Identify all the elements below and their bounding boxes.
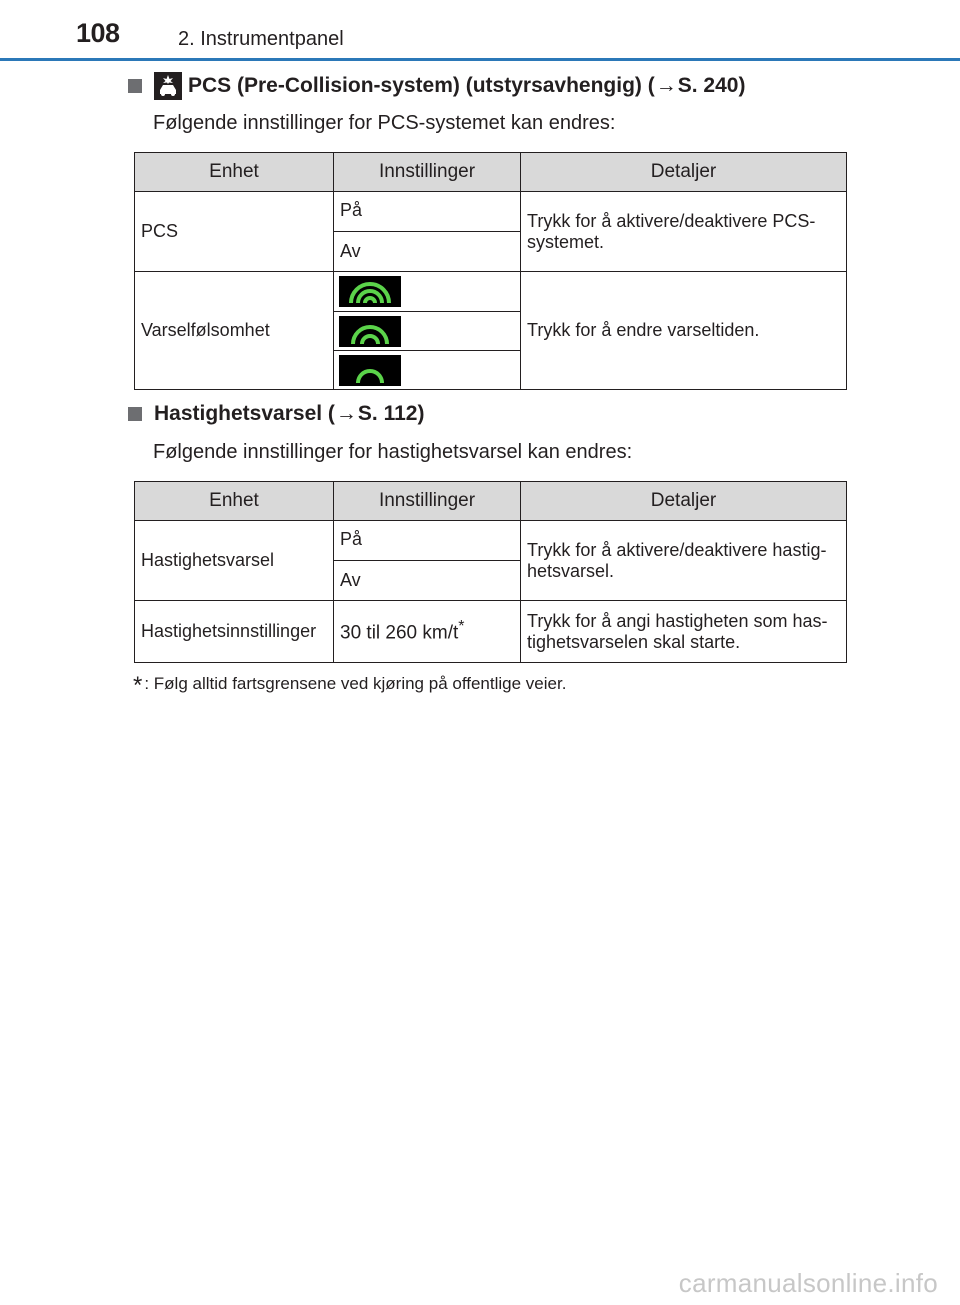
unit-cell-sensitivity: Varselfølsomhet [135,272,334,390]
table-row [135,272,847,312]
bullet-square-icon [128,79,142,93]
pcs-intro: Følgende innstillinger for PCS-systemet kan endres: [153,112,616,134]
speed-alarm-intro: Følgende innstillinger for hastighetsvarsel kan endres: [153,441,633,463]
setting-on: På [334,521,521,561]
footnote-marker: * [458,618,465,636]
reference-arrow: → [655,74,677,97]
pcs-settings-table [134,152,847,390]
page-number: 108 [76,18,120,48]
sensitivity-medium-icon [339,316,401,347]
column-header-details: Detaljer [521,153,847,192]
column-header-unit: Enhet [135,482,334,521]
speed-alarm-heading-text: Hastighetsvarsel ( [154,402,335,425]
unit-cell-speed-alarm: Hastighetsvarsel [135,521,334,601]
detail-cell-pcs: Trykk for å aktivere/deaktivere PCS-systemet. [521,192,847,272]
pcs-warning-icon [154,72,182,100]
setting-off: Av [334,232,521,272]
bullet-square-icon [128,407,142,421]
table-row [135,601,847,663]
column-header-settings: Innstillinger [334,482,521,521]
table-row [135,192,847,232]
pcs-heading [128,72,745,100]
unit-cell-speed-settings: Hastighetsinnstillinger [135,601,334,663]
speed-range-value: 30 til 260 km/t [340,622,459,644]
page-header [0,0,960,62]
column-header-unit: Enhet [135,153,334,192]
table-row [135,521,847,561]
header-rule [0,58,960,61]
detail-cell-speed-alarm: Trykk for å aktivere/deaktivere hastig-hetsvarsel. [521,521,847,601]
reference-arrow: → [335,402,357,425]
setting-off: Av [334,561,521,601]
speed-page-reference[interactable]: S. 112) [357,402,425,425]
column-header-details: Detaljer [521,482,847,521]
sensitivity-low-icon [339,355,401,386]
setting-sensitivity-high [334,272,521,312]
speed-alarm-heading [128,402,424,426]
detail-cell-sensitivity: Trykk for å endre varseltiden. [521,272,847,390]
pcs-heading-text: PCS (Pre-Collision-system) (utstyrsavhengig) ( [188,74,655,97]
setting-sensitivity-low [334,351,521,390]
table-header-row [135,482,847,521]
unit-cell-pcs: PCS [135,192,334,272]
setting-speed-range [334,601,521,663]
watermark: carmanualsonline.info [678,1268,938,1298]
column-header-settings: Innstillinger [334,153,521,192]
setting-sensitivity-medium [334,312,521,351]
detail-cell-speed-settings: Trykk for å angi hastigheten som has-tighetsvarselen skal starte. [521,601,847,663]
table-header-row [135,153,847,192]
speed-settings-table [134,481,847,663]
setting-on: På [334,192,521,232]
sensitivity-high-icon [339,276,401,307]
footnote [133,672,566,700]
chapter-title: 2. Instrumentpanel [178,28,344,50]
footnote-text: : Følg alltid fartsgrensene ved kjøring på offentlige veier. [144,674,567,693]
footnote-marker: * [133,672,143,699]
pcs-page-reference[interactable]: S. 240) [677,74,746,97]
